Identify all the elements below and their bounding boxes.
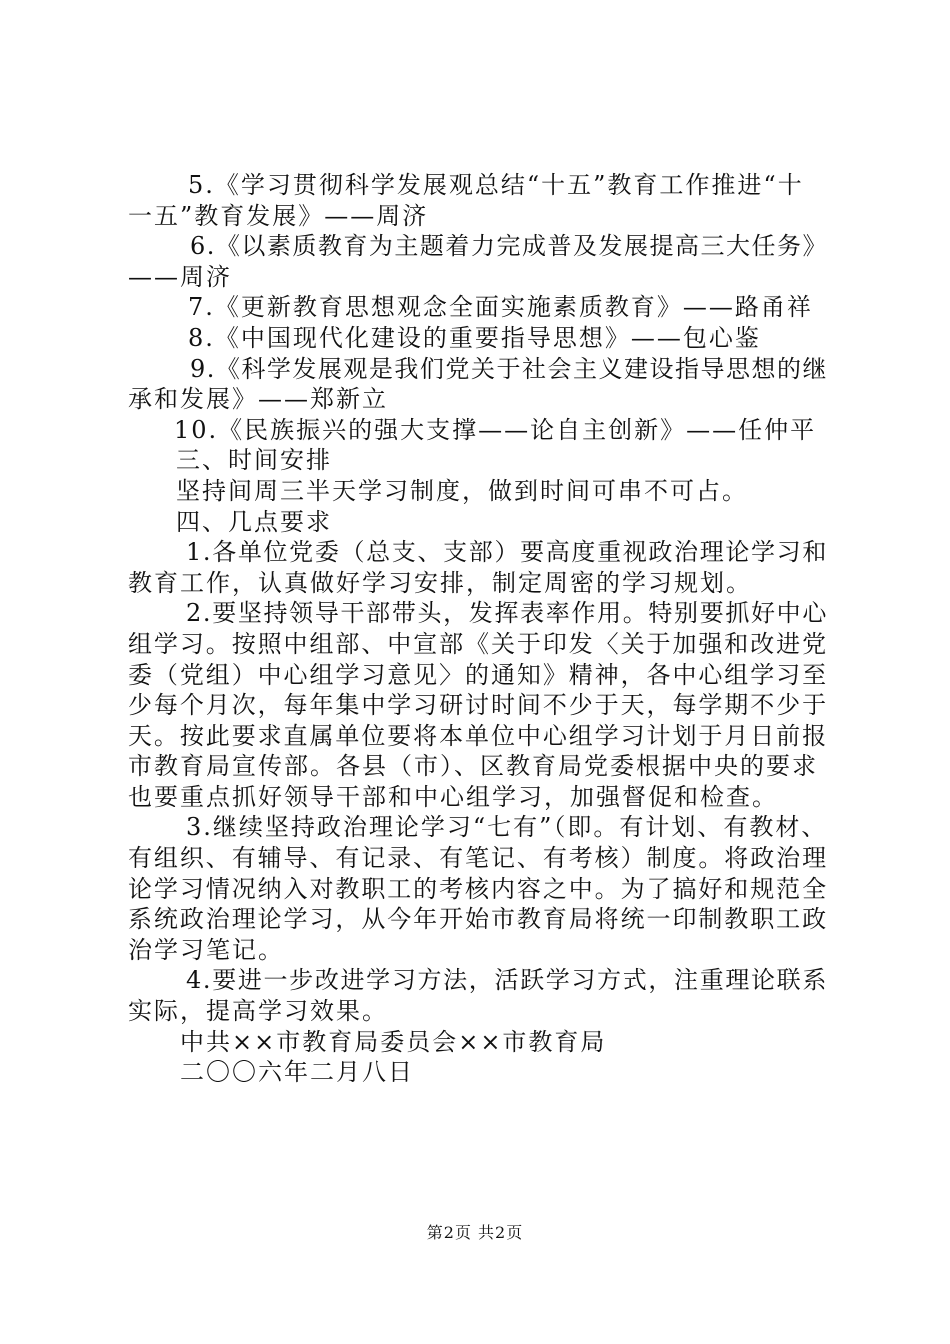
text-line: 四、几点要求 (176, 507, 332, 536)
text-line: 承和发展》——郑新立 (128, 385, 388, 414)
text-line: 9.《科学发展观是我们党关于社会主义建设指导思想的继 (190, 354, 828, 383)
text-line: 中共××市教育局委员会××市教育局 (180, 1027, 607, 1056)
text-line: 5.《学习贯彻科学发展观总结“十五”教育工作推进“十 (188, 171, 804, 199)
text-line: 10.《民族振兴的强大支撑——论自主创新》——任仲平 (174, 415, 817, 444)
text-line: 二〇〇六年二月八日 (180, 1058, 414, 1087)
text-line: ——周济 (128, 262, 232, 291)
text-line: 坚持间周三半天学习制度，做到时间可串不可占。 (176, 476, 748, 505)
text-line: 7.《更新教育思想观念全面实施素质教育》——路甬祥 (188, 293, 813, 322)
text-line: 教育工作，认真做好学习安排，制定周密的学习规划。 (128, 568, 752, 597)
text-line: 4.要进一步改进学习方法，活跃学习方式，注重理论联系 (186, 966, 828, 995)
text-line: 论学习情况纳入对教职工的考核内容之中。为了搞好和规范全 (128, 874, 828, 903)
text-line: 组学习。按照中组部、中宣部《关于印发〈关于加强和改进党 (128, 629, 828, 658)
text-line: 天。按此要求直属单位要将本单位中心组学习计划于月日前报 (128, 721, 828, 750)
text-line: 有组织、有辅导、有记录、有笔记、有考核）制度。将政治理 (128, 844, 828, 873)
text-line: 2.要坚持领导干部带头，发挥表率作用。特别要抓好中心 (186, 599, 828, 628)
text-line: 1.各单位党委（总支、支部）要高度重视政治理论学习和 (186, 538, 828, 567)
document-body (128, 170, 828, 1088)
text-line: 3.继续坚持政治理论学习“七有”（即。有计划、有教材、 (186, 813, 828, 842)
text-line: 三、时间安排 (176, 446, 332, 475)
text-line: 6.《以素质教育为主题着力完成普及发展提高三大任务》 (190, 232, 828, 261)
text-line: 也要重点抓好领导干部和中心组学习，加强督促和检查。 (128, 782, 778, 811)
text-line: 8.《中国现代化建设的重要指导思想》——包心鉴 (188, 323, 761, 352)
page-footer: 第2页 共2页 (426, 1223, 524, 1242)
text-line: 治学习笔记。 (128, 935, 284, 964)
text-line: 委（党组）中心组学习意见〉的通知》精神，各中心组学习至 (128, 660, 828, 689)
text-line: 一五”教育发展》——周济 (128, 201, 429, 230)
text-line: 实际，提高学习效果。 (128, 997, 388, 1026)
text-line: 系统政治理论学习，从今年开始市教育局将统一印制教职工政 (128, 905, 828, 934)
text-line: 少每个月次，每年集中学习研讨时间不少于天，每学期不少于 (128, 691, 828, 720)
text-line: 市教育局宣传部。各县（市）、区教育局党委根据中央的要求 (128, 752, 818, 781)
